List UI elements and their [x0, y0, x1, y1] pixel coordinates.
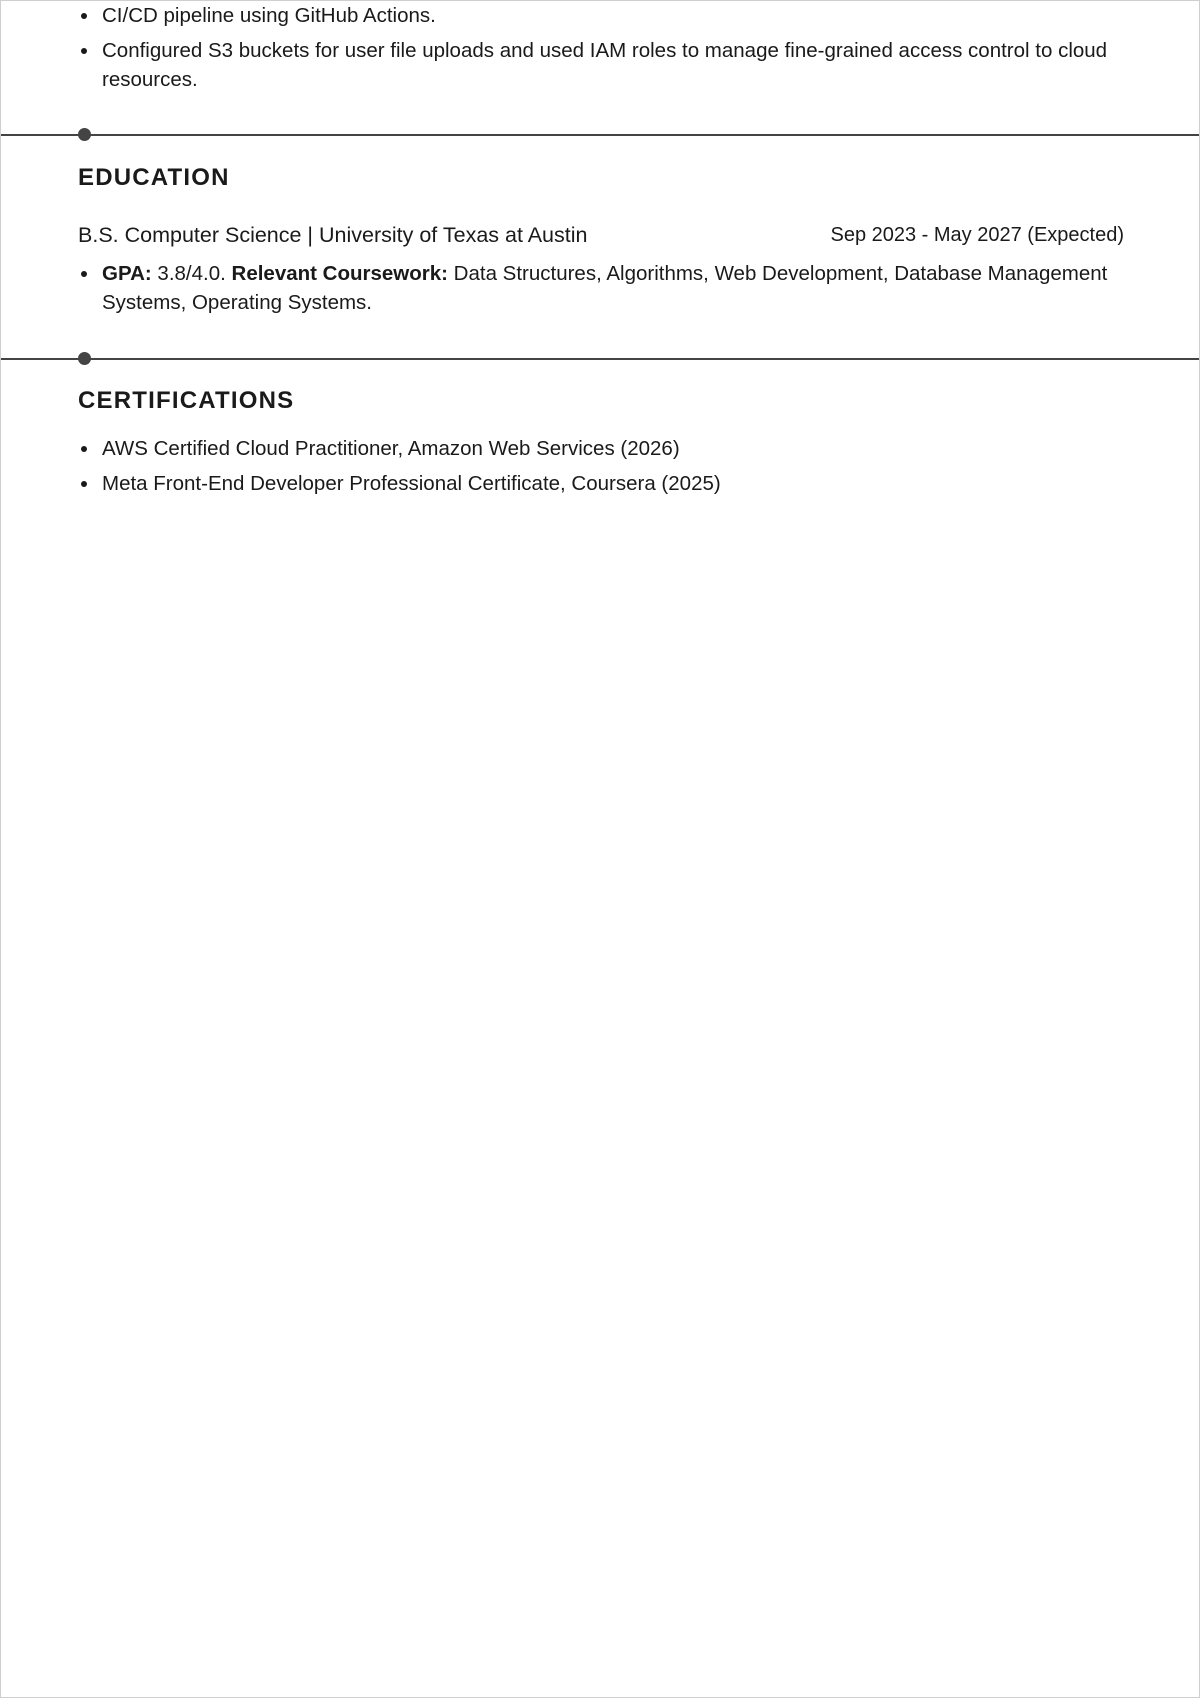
coursework-label: Relevant Coursework: — [231, 262, 448, 285]
gpa-value: 3.8/4.0. — [151, 262, 232, 285]
section-divider — [1, 134, 1199, 136]
certifications-section-title: CERTIFICATIONS — [78, 387, 295, 414]
education-dates: Sep 2023 - May 2027 (Expected) — [830, 224, 1124, 246]
divider-dot-icon — [78, 128, 91, 141]
experience-bullet-list — [78, 1, 1128, 100]
education-degree: B.S. Computer Science | University of Texas at Austin — [78, 223, 588, 247]
section-divider — [1, 358, 1199, 360]
education-section-title: EDUCATION — [78, 164, 230, 191]
coursework-value: Data Structures, Algorithms, Web Development, Database Management Systems, Operating Systems. — [102, 262, 1108, 314]
experience-bullet: CI/CD pipeline using GitHub Actions. — [78, 1, 1128, 30]
certifications-bullet-list — [78, 434, 1128, 504]
education-entry-header — [78, 221, 1124, 250]
divider-dot-icon — [78, 352, 91, 365]
education-bullet-list — [78, 259, 1128, 317]
gpa-label: GPA: — [102, 262, 152, 285]
certification-item: Meta Front-End Developer Professional Certificate, Coursera (2025) — [78, 469, 1128, 498]
certification-item: AWS Certified Cloud Practitioner, Amazon Web Services (2026) — [78, 434, 1128, 463]
experience-bullet: Configured S3 buckets for user file uploads and used IAM roles to manage fine-grained access control to cloud resources. — [78, 36, 1128, 94]
education-bullet — [78, 259, 1128, 317]
